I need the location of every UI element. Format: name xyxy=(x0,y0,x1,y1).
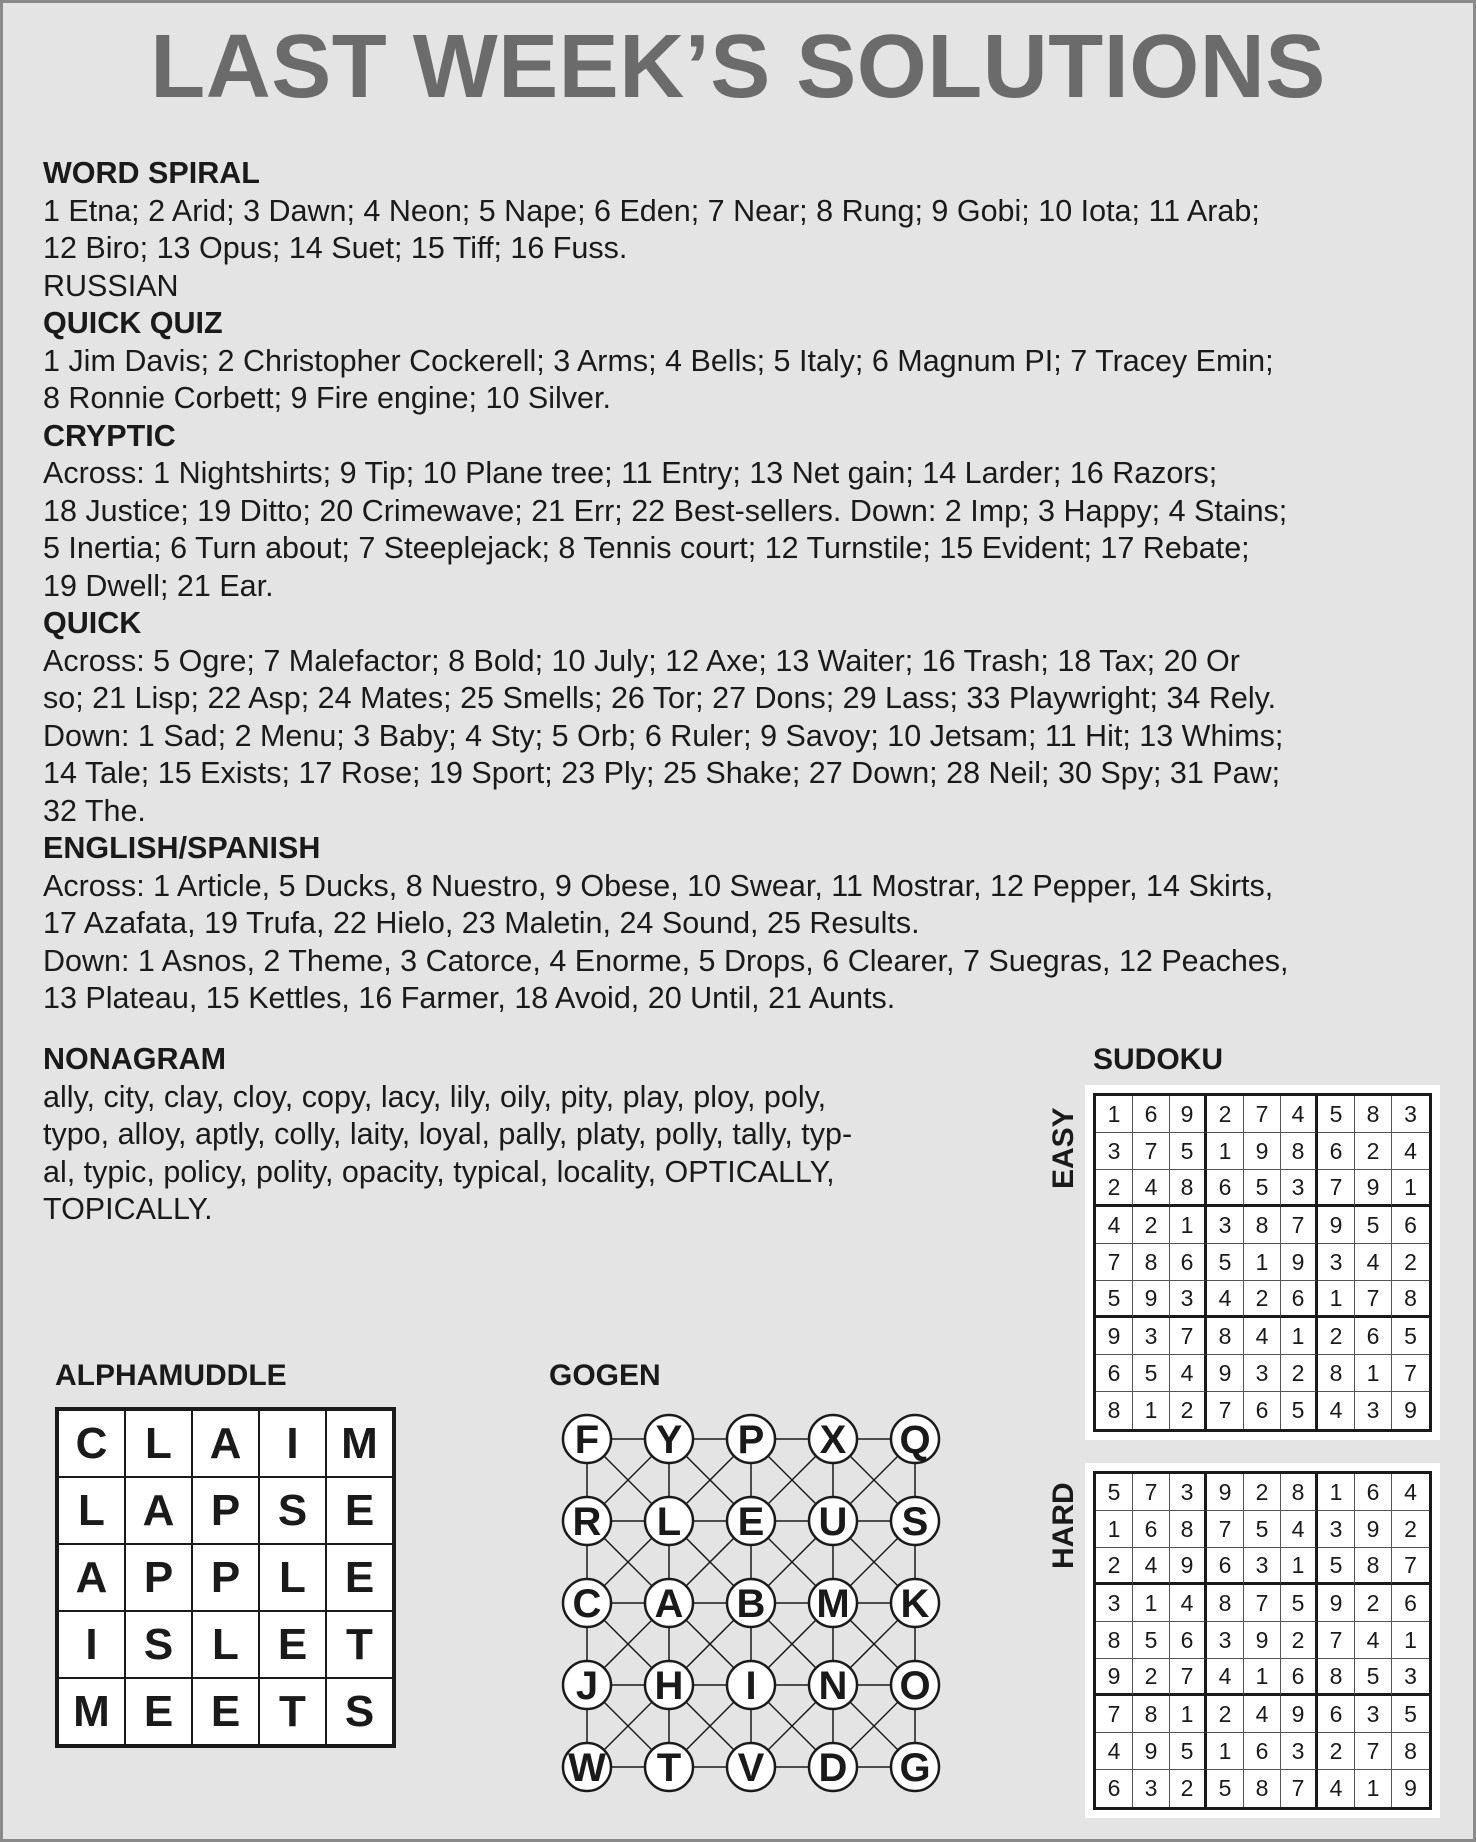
sudoku-cell: 5 xyxy=(1392,1318,1429,1355)
sudoku-cell: 6 xyxy=(1392,1207,1429,1244)
gogen-letter: Q xyxy=(899,1418,931,1462)
gogen-letter: M xyxy=(816,1582,850,1626)
gogen-node xyxy=(727,1415,775,1463)
sudoku-cell: 7 xyxy=(1355,1281,1392,1318)
sudoku-cell: 8 xyxy=(1355,1548,1392,1585)
sudoku-cell: 8 xyxy=(1096,1392,1133,1429)
gogen-letter: Y xyxy=(655,1418,683,1462)
sudoku-cell: 4 xyxy=(1207,1281,1244,1318)
sudoku-cell: 2 xyxy=(1133,1659,1170,1696)
sudoku-cell: 7 xyxy=(1170,1659,1207,1696)
sudoku-cell: 1 xyxy=(1281,1548,1318,1585)
sudoku-cell: 7 xyxy=(1096,1244,1133,1281)
sudoku-cell: 5 xyxy=(1281,1392,1318,1429)
sudoku-cell: 3 xyxy=(1392,1659,1429,1696)
gogen-letter: L xyxy=(656,1500,682,1544)
sudoku-cell: 4 xyxy=(1281,1096,1318,1133)
sudoku-cell: 1 xyxy=(1207,1733,1244,1770)
sudoku-cell: 3 xyxy=(1392,1096,1429,1133)
page-title: LAST WEEK’S SOLUTIONS xyxy=(150,17,1326,117)
gogen-node xyxy=(809,1661,857,1709)
sudoku-heading: SUDOKU xyxy=(1093,1043,1224,1076)
sudoku-cell: 3 xyxy=(1207,1207,1244,1244)
sudoku-cell: 1 xyxy=(1318,1474,1355,1511)
sudoku-cell: 8 xyxy=(1170,1511,1207,1548)
sudoku-cell: 4 xyxy=(1281,1511,1318,1548)
section-line: 19 Dwell; 21 Ear. xyxy=(43,568,274,603)
sudoku-cell: 3 xyxy=(1244,1548,1281,1585)
alphamuddle-cell: L xyxy=(259,1544,326,1611)
alphamuddle-cell: E xyxy=(326,1544,393,1611)
section-line: Across: 5 Ogre; 7 Malefactor; 8 Bold; 10 July; 12 Axe; 13 Waiter; 16 Trash; 18 Tax; 20 Or xyxy=(43,643,1240,678)
sudoku-cell: 4 xyxy=(1355,1622,1392,1659)
alphamuddle-cell: T xyxy=(326,1611,393,1678)
sudoku-cell: 5 xyxy=(1096,1281,1133,1318)
sudoku-cell: 4 xyxy=(1244,1318,1281,1355)
sudoku-cell: 9 xyxy=(1281,1244,1318,1281)
nonagram-line: ally, city, clay, cloy, copy, lacy, lily, oily, pity, play, ploy, poly, xyxy=(43,1079,827,1114)
sudoku-cell: 1 xyxy=(1207,1133,1244,1170)
section-line: 5 Inertia; 6 Turn about; 7 Steeplejack; 8 Tennis court; 12 Turnstile; 15 Evident; 17 Rebate; xyxy=(43,531,1250,565)
gogen-node xyxy=(891,1661,939,1709)
sudoku-cell: 5 xyxy=(1133,1355,1170,1392)
sudoku-cell: 2 xyxy=(1281,1622,1318,1659)
sudoku-cell: 3 xyxy=(1096,1133,1133,1170)
sudoku-cell: 4 xyxy=(1096,1207,1133,1244)
gogen-letter: S xyxy=(901,1500,929,1544)
gogen-node xyxy=(891,1497,939,1545)
alphamuddle-cell: M xyxy=(58,1678,125,1745)
gogen-node xyxy=(809,1579,857,1627)
sudoku-cell: 9 xyxy=(1281,1696,1318,1733)
sudoku-cell: 6 xyxy=(1244,1392,1281,1429)
gogen-node xyxy=(645,1415,693,1463)
gogen-node xyxy=(727,1661,775,1709)
sudoku-cell: 3 xyxy=(1170,1474,1207,1511)
sudoku-cell: 9 xyxy=(1318,1585,1355,1622)
alphamuddle-cell: C xyxy=(58,1410,125,1477)
sudoku-cell: 4 xyxy=(1170,1355,1207,1392)
sudoku-cell: 1 xyxy=(1096,1096,1133,1133)
sudoku-cell: 7 xyxy=(1207,1392,1244,1429)
alphamuddle-cell: E xyxy=(125,1678,192,1745)
alphamuddle-cell: L xyxy=(125,1410,192,1477)
sudoku-cell: 7 xyxy=(1207,1511,1244,1548)
sudoku-cell: 2 xyxy=(1096,1170,1133,1207)
gogen-node xyxy=(563,1661,611,1709)
sudoku-cell: 7 xyxy=(1096,1696,1133,1733)
sudoku-cell: 6 xyxy=(1392,1585,1429,1622)
alphamuddle-cell: E xyxy=(259,1611,326,1678)
alphamuddle-cell: A xyxy=(192,1410,259,1477)
sudoku-cell: 2 xyxy=(1244,1281,1281,1318)
sudoku-cell: 1 xyxy=(1281,1318,1318,1355)
sudoku-cell: 1 xyxy=(1392,1622,1429,1659)
sudoku-cell: 5 xyxy=(1355,1659,1392,1696)
gogen-letter: U xyxy=(818,1500,848,1544)
gogen-letter: I xyxy=(745,1664,757,1708)
sudoku-cell: 3 xyxy=(1133,1318,1170,1355)
gogen-letter: C xyxy=(572,1582,602,1626)
section-line: 8 Ronnie Corbett; 9 Fire engine; 10 Silver. xyxy=(43,381,611,415)
sudoku-cell: 5 xyxy=(1318,1548,1355,1585)
sudoku-cell: 1 xyxy=(1244,1244,1281,1281)
sudoku-cell: 7 xyxy=(1392,1548,1429,1585)
alphamuddle-cell: S xyxy=(125,1611,192,1678)
gogen-letter: A xyxy=(654,1582,684,1626)
sudoku-cell: 8 xyxy=(1170,1170,1207,1207)
sudoku-cell: 4 xyxy=(1133,1170,1170,1207)
sudoku-cell: 5 xyxy=(1281,1585,1318,1622)
gogen-node xyxy=(727,1579,775,1627)
sudoku-cell: 2 xyxy=(1392,1244,1429,1281)
gogen-letter: K xyxy=(900,1582,930,1626)
sudoku-cell: 9 xyxy=(1244,1622,1281,1659)
sudoku-cell: 2 xyxy=(1170,1770,1207,1807)
sudoku-cell: 2 xyxy=(1096,1548,1133,1585)
sudoku-cell: 2 xyxy=(1318,1733,1355,1770)
gogen-node xyxy=(563,1579,611,1627)
sudoku-cell: 4 xyxy=(1133,1548,1170,1585)
sudoku-cell: 6 xyxy=(1170,1244,1207,1281)
sudoku-cell: 3 xyxy=(1355,1392,1392,1429)
sudoku-cell: 3 xyxy=(1318,1244,1355,1281)
gogen-node xyxy=(645,1579,693,1627)
section-line: RUSSIAN xyxy=(43,268,179,303)
sudoku-cell: 4 xyxy=(1355,1244,1392,1281)
sudoku-cell: 4 xyxy=(1318,1392,1355,1429)
sudoku-cell: 4 xyxy=(1318,1770,1355,1807)
sudoku-cell: 2 xyxy=(1170,1392,1207,1429)
nonagram-heading: NONAGRAM xyxy=(43,1042,226,1076)
sudoku-cell: 1 xyxy=(1096,1511,1133,1548)
gogen-node xyxy=(809,1415,857,1463)
gogen-letter: O xyxy=(899,1664,931,1708)
sudoku-easy-box xyxy=(1085,1085,1440,1440)
gogen-letter: D xyxy=(818,1746,848,1790)
sudoku-cell: 9 xyxy=(1404,1397,1417,1423)
sudoku-cell: 5 xyxy=(1244,1170,1281,1207)
alphamuddle-cell: A xyxy=(125,1477,192,1544)
sudoku-cell: 7 xyxy=(1244,1585,1281,1622)
sudoku-cell: 6 xyxy=(1318,1696,1355,1733)
sudoku-cell: 8 xyxy=(1318,1659,1355,1696)
sudoku-cell: 7 xyxy=(1133,1133,1170,1170)
sudoku-cell: 1 xyxy=(1133,1392,1170,1429)
section-line: 13 Plateau, 15 Kettles, 16 Farmer, 18 Avoid, 20 Until, 21 Aunts. xyxy=(43,981,896,1015)
gogen-letter: W xyxy=(568,1746,606,1790)
sudoku-cell: 7 xyxy=(1318,1170,1355,1207)
sudoku-cell: 7 xyxy=(1392,1355,1429,1392)
sudoku-cell: 8 xyxy=(1355,1096,1392,1133)
sudoku-cell: 2 xyxy=(1355,1133,1392,1170)
sudoku-cell: 4 xyxy=(1096,1733,1133,1770)
sudoku-cell: 9 xyxy=(1244,1133,1281,1170)
sudoku-cell: 4 xyxy=(1392,1474,1429,1511)
gogen-node xyxy=(809,1743,857,1791)
sudoku-cell: 5 xyxy=(1392,1696,1429,1733)
sudoku-cell: 8 xyxy=(1281,1474,1318,1511)
sudoku-cell: 1 xyxy=(1355,1355,1392,1392)
alphamuddle-cell: I xyxy=(259,1410,326,1477)
alphamuddle-cell: E xyxy=(326,1477,393,1544)
sudoku-cell: 8 xyxy=(1207,1585,1244,1622)
sudoku-cell: 5 xyxy=(1318,1096,1355,1133)
section-line: so; 21 Lisp; 22 Asp; 24 Mates; 25 Smells; 26 Tor; 27 Dons; 29 Lass; 33 Playwright; 34 Rely. xyxy=(43,681,1277,715)
sudoku-cell: 6 xyxy=(1281,1659,1318,1696)
section-line: Down: 1 Sad; 2 Menu; 3 Baby; 4 Sty; 5 Orb; 6 Ruler; 9 Savoy; 10 Jetsam; 11 Hit; 13 Whims; xyxy=(43,718,1284,753)
gogen-node xyxy=(891,1415,939,1463)
alphamuddle-cell: S xyxy=(326,1678,393,1745)
gogen-letter: P xyxy=(737,1418,765,1462)
nonagram-section xyxy=(43,1041,963,1229)
sudoku-cell: 4 xyxy=(1170,1585,1207,1622)
sudoku-cell: 9 xyxy=(1318,1207,1355,1244)
gogen-node xyxy=(645,1497,693,1545)
gogen-letter: F xyxy=(574,1418,600,1462)
sudoku-cell: 1 xyxy=(1392,1170,1429,1207)
sudoku-cell: 2 xyxy=(1355,1585,1392,1622)
sudoku-cell: 1 xyxy=(1355,1770,1392,1807)
sudoku-cell: 6 xyxy=(1133,1096,1170,1133)
sudoku-cell: 3 xyxy=(1281,1170,1318,1207)
sudoku-easy-label: EASY xyxy=(1047,1107,1080,1189)
sudoku-cell: 5 xyxy=(1207,1244,1244,1281)
gogen-grid xyxy=(551,1403,951,1823)
section-heading: QUICK QUIZ xyxy=(43,306,223,340)
sudoku-cell: 8 xyxy=(1133,1244,1170,1281)
alphamuddle-cell: S xyxy=(259,1477,326,1544)
sudoku-cell: 4 xyxy=(1207,1659,1244,1696)
gogen-letter: N xyxy=(818,1664,848,1708)
sudoku-hard-box xyxy=(1085,1463,1440,1818)
sudoku-cell: 5 xyxy=(1355,1207,1392,1244)
sudoku-cell: 7 xyxy=(1355,1733,1392,1770)
sudoku-cell: 5 xyxy=(1170,1133,1207,1170)
sudoku-cell: 2 xyxy=(1207,1096,1244,1133)
sudoku-cell: 2 xyxy=(1318,1318,1355,1355)
sudoku-cell: 8 xyxy=(1244,1207,1281,1244)
sudoku-cell: 5 xyxy=(1244,1511,1281,1548)
sudoku-cell: 6 xyxy=(1170,1622,1207,1659)
sudoku-cell: 3 xyxy=(1281,1733,1318,1770)
sudoku-cell: 5 xyxy=(1170,1733,1207,1770)
alphamuddle-cell: M xyxy=(326,1410,393,1477)
sudoku-cell: 8 xyxy=(1207,1318,1244,1355)
sudoku-cell: 8 xyxy=(1392,1281,1429,1318)
sudoku-cell: 7 xyxy=(1170,1318,1207,1355)
section-line: Down: 1 Asnos, 2 Theme, 3 Catorce, 4 Enorme, 5 Drops, 6 Clearer, 7 Suegras, 12 Peaches, xyxy=(43,943,1289,978)
alphamuddle-cell: P xyxy=(192,1544,259,1611)
sudoku-cell: 4 xyxy=(1392,1133,1429,1170)
sudoku-cell: 7 xyxy=(1133,1474,1170,1511)
sudoku-cell: 7 xyxy=(1281,1207,1318,1244)
sudoku-cell: 9 xyxy=(1355,1170,1392,1207)
sudoku-cell: 9 xyxy=(1096,1659,1133,1696)
sudoku-cell: 3 xyxy=(1096,1585,1133,1622)
sudoku-cell: 1 xyxy=(1133,1585,1170,1622)
section-heading: CRYPTIC xyxy=(43,418,176,453)
gogen-letter: E xyxy=(737,1500,765,1544)
sudoku-cell: 6 xyxy=(1355,1318,1392,1355)
sudoku-cell: 4 xyxy=(1244,1696,1281,1733)
nonagram-line: TOPICALLY. xyxy=(43,1192,213,1226)
section-heading: QUICK xyxy=(43,606,142,640)
gogen-node xyxy=(563,1415,611,1463)
sudoku-cell: 2 xyxy=(1244,1474,1281,1511)
sudoku-cell: 3 xyxy=(1170,1281,1207,1318)
sudoku-cell: 8 xyxy=(1244,1770,1281,1807)
sudoku-cell: 6 xyxy=(1096,1355,1133,1392)
nonagram-line: typo, alloy, aptly, colly, laity, loyal, pally, platy, polly, tally, typ- xyxy=(43,1117,853,1151)
sudoku-cell: 8 xyxy=(1281,1133,1318,1170)
section-line: 1 Etna; 2 Arid; 3 Dawn; 4 Neon; 5 Nape; 6 Eden; 7 Near; 8 Rung; 9 Gobi; 10 Iota; 11 Arab; xyxy=(43,193,1260,228)
alphamuddle-cell: L xyxy=(192,1611,259,1678)
sudoku-cell: 5 xyxy=(1133,1622,1170,1659)
sudoku-cell: 6 xyxy=(1133,1511,1170,1548)
gogen-letter: V xyxy=(737,1746,765,1790)
sudoku-cell: 8 xyxy=(1133,1696,1170,1733)
sudoku-hard-label: HARD xyxy=(1047,1482,1080,1569)
sudoku-cell: 3 xyxy=(1244,1355,1281,1392)
solutions-list xyxy=(43,155,1443,1018)
gogen-letter: B xyxy=(736,1582,766,1626)
nonagram-line: al, typic, policy, polity, opacity, typical, locality, OPTICALLY, xyxy=(43,1154,835,1189)
sudoku-cell: 9 xyxy=(1355,1511,1392,1548)
section-line: 12 Biro; 13 Opus; 14 Suet; 15 Tiff; 16 Fuss. xyxy=(43,231,628,265)
gogen-node xyxy=(727,1743,775,1791)
sudoku-cell: 8 xyxy=(1318,1355,1355,1392)
gogen-node xyxy=(809,1497,857,1545)
section-line: 17 Azafata, 19 Trufa, 22 Hielo, 23 Maletin, 24 Sound, 25 Results. xyxy=(43,906,920,940)
gogen-letter: T xyxy=(656,1746,682,1790)
sudoku-cell: 2 xyxy=(1392,1511,1429,1548)
sudoku-cell: 1 xyxy=(1244,1659,1281,1696)
section-line: Across: 1 Nightshirts; 9 Tip; 10 Plane tree; 11 Entry; 13 Net gain; 14 Larder; 16 Razors; xyxy=(43,456,1218,490)
alphamuddle-heading: ALPHAMUDDLE xyxy=(55,1359,287,1392)
gogen-heading: GOGEN xyxy=(549,1359,661,1392)
section-line: 14 Tale; 15 Exists; 17 Rose; 19 Sport; 23 Ply; 25 Shake; 27 Down; 28 Neil; 30 Spy; 31 Paw; xyxy=(43,756,1281,790)
gogen-letter: X xyxy=(819,1418,847,1462)
alphamuddle-cell: A xyxy=(58,1544,125,1611)
sudoku-cell: 6 xyxy=(1207,1548,1244,1585)
sudoku-cell: 5 xyxy=(1096,1474,1133,1511)
sudoku-cell: 1 xyxy=(1170,1696,1207,1733)
section-line: 32 The. xyxy=(43,793,146,828)
sudoku-cell: 3 xyxy=(1355,1696,1392,1733)
sudoku-cell: 9 xyxy=(1404,1775,1417,1801)
alphamuddle-cell: P xyxy=(125,1544,192,1611)
sudoku-cell: 6 xyxy=(1318,1133,1355,1170)
sudoku-cell: 3 xyxy=(1318,1511,1355,1548)
alphamuddle-grid xyxy=(55,1407,396,1748)
sudoku-cell: 9 xyxy=(1207,1474,1244,1511)
gogen-node xyxy=(563,1743,611,1791)
gogen-letter: R xyxy=(572,1500,602,1544)
section-heading: ENGLISH/SPANISH xyxy=(43,831,321,865)
sudoku-cell: 9 xyxy=(1170,1548,1207,1585)
sudoku-cell: 7 xyxy=(1281,1770,1318,1807)
section-line: 1 Jim Davis; 2 Christopher Cockerell; 3 Arms; 4 Bells; 5 Italy; 6 Magnum PI; 7 Tracey Emin; xyxy=(43,343,1274,378)
gogen-node xyxy=(891,1579,939,1627)
sudoku-cell: 6 xyxy=(1207,1170,1244,1207)
section-line: 18 Justice; 19 Ditto; 20 Crimewave; 21 Err; 22 Best-sellers. Down: 2 Imp; 3 Happy; 4 Stains; xyxy=(43,493,1288,528)
sudoku-cell: 9 xyxy=(1133,1733,1170,1770)
sudoku-cell: 2 xyxy=(1207,1696,1244,1733)
sudoku-hard-grid xyxy=(1093,1471,1432,1810)
alphamuddle-cell: I xyxy=(58,1611,125,1678)
sudoku-cell: 6 xyxy=(1355,1474,1392,1511)
sudoku-cell: 2 xyxy=(1133,1207,1170,1244)
section-line: Across: 1 Article, 5 Ducks, 8 Nuestro, 9 Obese, 10 Swear, 11 Mostrar, 12 Pepper, 14 Skirts, xyxy=(43,868,1274,903)
sudoku-cell: 6 xyxy=(1096,1770,1133,1807)
gogen-node xyxy=(563,1497,611,1545)
gogen-node xyxy=(727,1497,775,1545)
sudoku-easy-grid xyxy=(1093,1093,1432,1432)
gogen-letter: H xyxy=(654,1664,684,1708)
sudoku-cell: 6 xyxy=(1281,1281,1318,1318)
sudoku-cell: 7 xyxy=(1244,1096,1281,1133)
sudoku-cell: 9 xyxy=(1133,1281,1170,1318)
sudoku-cell: 6 xyxy=(1244,1733,1281,1770)
sudoku-cell: 2 xyxy=(1281,1355,1318,1392)
gogen-node xyxy=(645,1743,693,1791)
gogen-letter: J xyxy=(575,1664,599,1708)
alphamuddle-cell: T xyxy=(259,1678,326,1745)
sudoku-cell: 9 xyxy=(1207,1355,1244,1392)
sudoku-cell: 8 xyxy=(1096,1622,1133,1659)
sudoku-cell: 8 xyxy=(1392,1733,1429,1770)
section-heading: WORD SPIRAL xyxy=(43,156,260,190)
sudoku-cell: 1 xyxy=(1318,1281,1355,1318)
sudoku-cell: 9 xyxy=(1170,1096,1207,1133)
gogen-node xyxy=(645,1661,693,1709)
sudoku-cell: 9 xyxy=(1096,1318,1133,1355)
sudoku-cell: 3 xyxy=(1133,1770,1170,1807)
sudoku-cell: 7 xyxy=(1318,1622,1355,1659)
sudoku-cell: 3 xyxy=(1207,1622,1244,1659)
gogen-node xyxy=(891,1743,939,1791)
alphamuddle-cell: P xyxy=(192,1477,259,1544)
alphamuddle-cell: E xyxy=(192,1678,259,1745)
gogen-letter: G xyxy=(899,1746,931,1790)
alphamuddle-cell: L xyxy=(58,1477,125,1544)
sudoku-cell: 1 xyxy=(1170,1207,1207,1244)
sudoku-cell: 5 xyxy=(1207,1770,1244,1807)
